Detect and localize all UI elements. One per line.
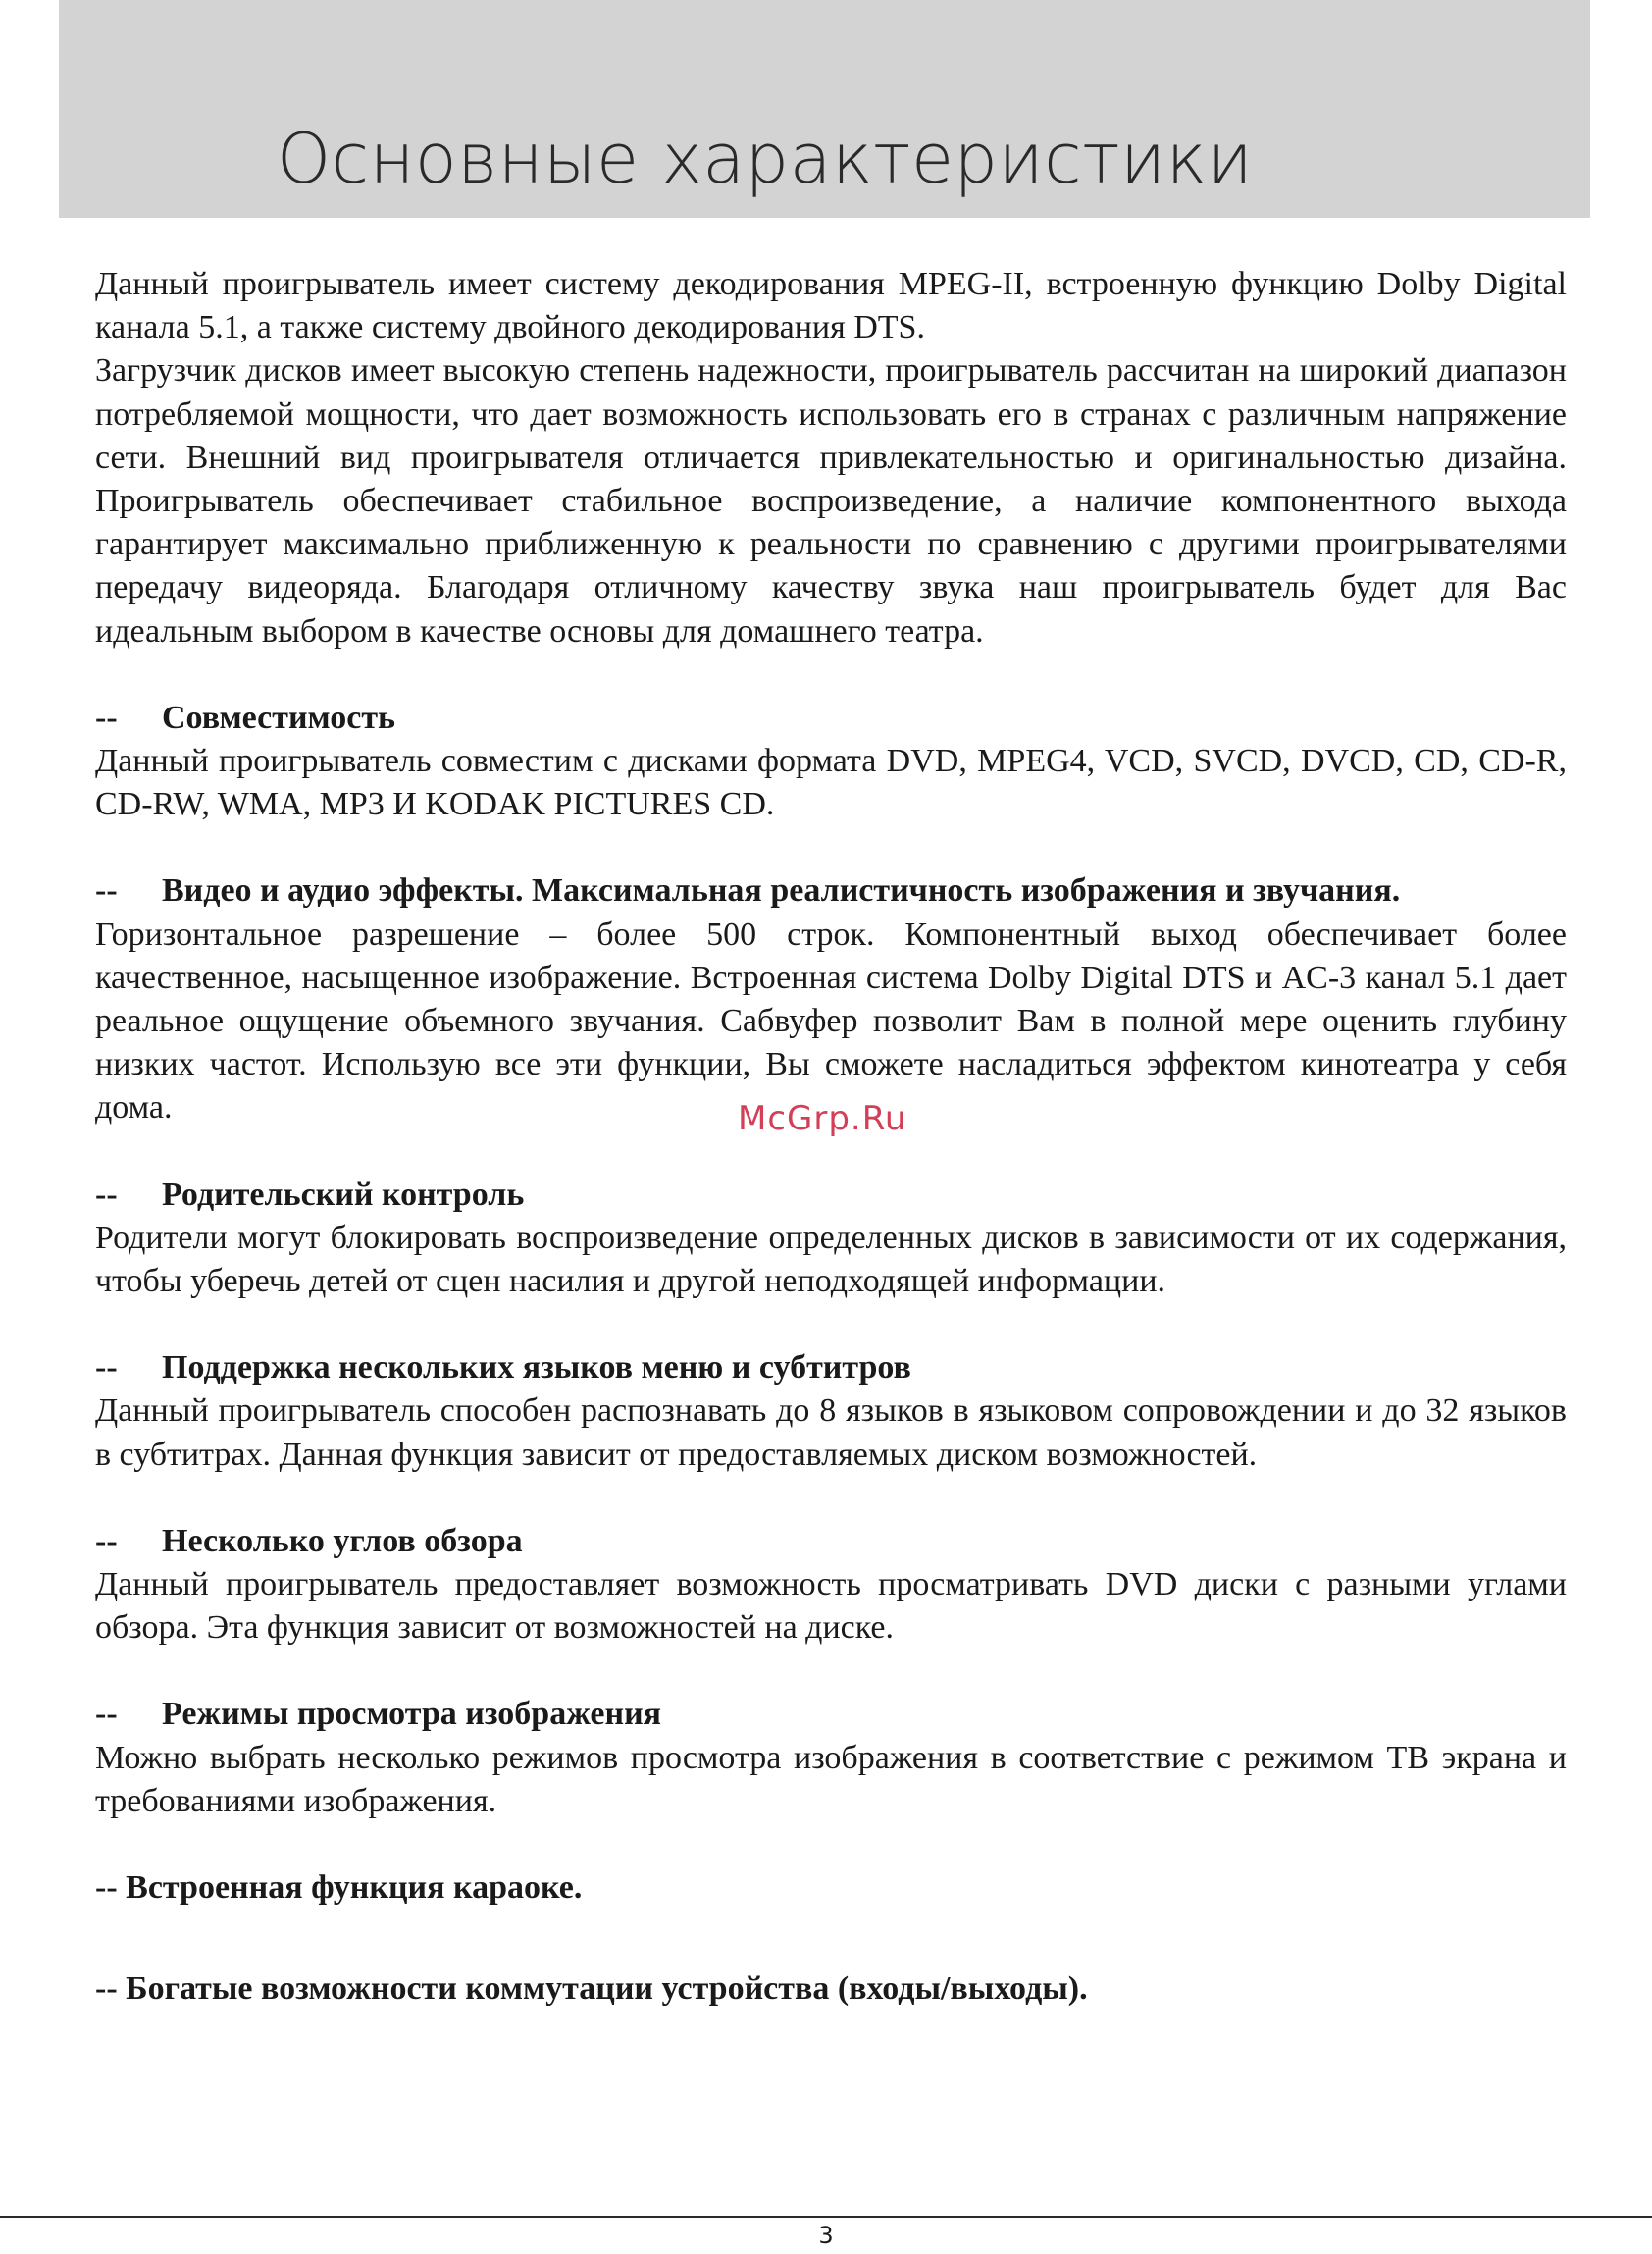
- section-heading-compatibility: [95, 697, 1567, 740]
- section-body: Данный проигрыватель способен распознавать до 8 языков в языковом сопровождении и до 32 языков в субтитрах. Данная функция зависит от предоставляемых диском возможностей.: [95, 1392, 1567, 1473]
- dash-marker: --: [95, 1349, 118, 1387]
- section-heading-languages: [95, 1346, 1567, 1389]
- feature-connectivity: -- Богатые возможности коммутации устройства (входы/выходы).: [95, 1970, 1088, 2008]
- intro-paragraph: Загрузчик дисков имеет высокую степень надежности, проигрыватель рассчитан на широкий диапазон потребляемой мощности, что дает возможность использовать его в странах с различным напряжение сети. Внешний вид проигрывателя отличается привлекательностью и оригинальностью дизайна. Проигрыватель обеспечивает стабильное воспроизведение, а наличие компонентного выхода гарантирует максимально приближенную к реальности по сравнению с другими проигрывателями передачу видеоряда. Благодаря отличному качеству звука наш проигрыватель будет для Вас идеальным выбором в качестве основы для домашнего театра.: [95, 352, 1567, 650]
- section-body: Горизонтальное разрешение – более 500 строк. Компонентный выход обеспечивает более качественное, насыщенное изображение. Встроенная система Dolby Digital DTS и AC-3 канал 5.1 дает реальное ощущение объемного звучания. Сабвуфер позволит Вам в полной мере оценить глубину низких частот. Использую все эти функции, Вы сможете насладиться эффектом кинотеатра у себя дома.: [95, 916, 1567, 1127]
- section-heading-parental-control: [95, 1174, 1567, 1217]
- section-heading-text: Видео и аудио эффекты. Максимальная реалистичность изображения и звучания.: [162, 872, 1401, 910]
- section-heading-video-audio: [95, 869, 1567, 913]
- section-body: Данный проигрыватель предоставляет возможность просматривать DVD диски с разными углами обзора. Эта функция зависит от возможностей на диске.: [95, 1566, 1567, 1647]
- section-heading-angles: [95, 1520, 1567, 1563]
- watermark: McGrp.Ru: [738, 1099, 907, 1138]
- page-title: Основные характеристики: [277, 119, 1254, 199]
- section-heading-view-modes: [95, 1693, 1567, 1736]
- section-heading-text: Поддержка нескольких языков меню и субтитров: [162, 1349, 911, 1387]
- section-heading-text: Несколько углов обзора: [162, 1522, 523, 1559]
- section-body: Родители могут блокировать воспроизведение определенных дисков в зависимости от их содержания, чтобы уберечь детей от сцен насилия и другой неподходящей информации.: [95, 1219, 1567, 1300]
- section-heading-text: Совместимость: [162, 699, 396, 736]
- intro-paragraph: Данный проигрыватель имеет систему декодирования MPEG-II, встроенную функцию Dolby Digital канала 5.1, а также систему двойного декодирования DTS.: [95, 266, 1567, 346]
- feature-karaoke: -- Встроенная функция караоке.: [95, 1869, 583, 1907]
- section-heading-text: Родительский контроль: [162, 1176, 525, 1213]
- section-body: Можно выбрать несколько режимов просмотра изображения в соответствие с режимом ТВ экрана и требованиями изображения.: [95, 1739, 1567, 1819]
- section-body: Данный проигрыватель совместим с дисками формата DVD, MPEG4, VCD, SVCD, DVCD, CD, CD-R, CD-RW, WMA, MP3 И KODAK PICTURES CD.: [95, 743, 1567, 823]
- dash-marker: --: [95, 872, 118, 910]
- dash-marker: --: [95, 1522, 118, 1559]
- dash-marker: --: [95, 1696, 118, 1733]
- dash-marker: --: [95, 1176, 118, 1213]
- page-number: 3: [818, 2222, 834, 2249]
- section-heading-text: Режимы просмотра изображения: [162, 1696, 662, 1733]
- footer-divider: [0, 2216, 1652, 2218]
- dash-marker: --: [95, 699, 118, 736]
